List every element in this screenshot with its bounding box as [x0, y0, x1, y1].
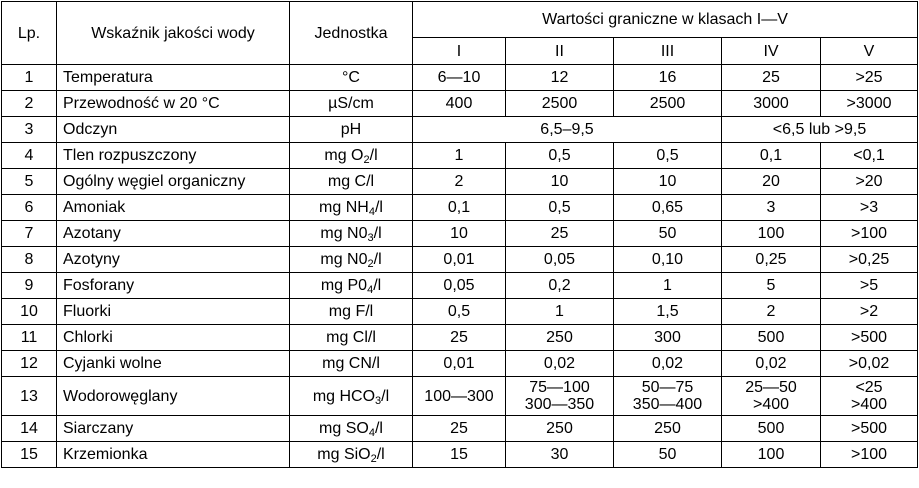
- value-class-1: 1: [413, 143, 506, 169]
- value-class-2: 25: [506, 221, 614, 247]
- water-quality-table: [1, 1, 918, 468]
- value-class-4: 2: [722, 299, 821, 325]
- value-class-5: >20: [821, 169, 918, 195]
- value-class-1: 2: [413, 169, 506, 195]
- header-class-2: II: [506, 38, 614, 65]
- unit-suffix: /l: [373, 225, 382, 242]
- value-class-1: 25: [413, 416, 506, 442]
- unit-subscript: 2: [367, 258, 374, 270]
- indicator-name: Fluorki: [57, 299, 290, 325]
- value-class-5: >100: [821, 442, 918, 468]
- value-range-merged: 6,5–9,5: [413, 117, 722, 143]
- row-number: 15: [2, 442, 57, 468]
- row-number: 9: [2, 273, 57, 299]
- value-class-3: [614, 377, 722, 416]
- header-unit: Jednostka: [290, 2, 413, 65]
- value-class-5: <0,1: [821, 143, 918, 169]
- value-class-4: 500: [722, 416, 821, 442]
- header-lp: Lp.: [2, 2, 57, 65]
- value-line: 300—350: [524, 396, 595, 413]
- value-class-3: 250: [614, 416, 722, 442]
- value-class-4: 3: [722, 195, 821, 221]
- value-class-2: 0,5: [506, 143, 614, 169]
- value-line: >400: [752, 396, 790, 413]
- unit-main: mg O: [324, 147, 364, 164]
- unit-main: mg SiO: [317, 446, 371, 463]
- value-range-merged: <6,5 lub >9,5: [722, 117, 918, 143]
- table-row: [2, 65, 918, 91]
- table-row: [2, 91, 918, 117]
- table-row: [2, 273, 918, 299]
- header-class-5: V: [821, 38, 918, 65]
- unit-subscript: 3: [367, 232, 374, 244]
- table-row: [2, 143, 918, 169]
- table-row: [2, 442, 918, 468]
- header-class-3: III: [614, 38, 722, 65]
- unit-main: mg Cl/l: [326, 329, 376, 346]
- indicator-name: Tlen rozpuszczony: [57, 143, 290, 169]
- unit-main: mg C/l: [327, 173, 375, 190]
- unit-suffix: /l: [374, 420, 383, 437]
- value-class-5: [821, 377, 918, 416]
- value-class-1: 0,05: [413, 273, 506, 299]
- table-body: [2, 65, 918, 468]
- value-class-3: 0,02: [614, 351, 722, 377]
- value-class-5: >500: [821, 416, 918, 442]
- value-class-4: 25: [722, 65, 821, 91]
- unit-cell: [290, 247, 413, 273]
- header-indicator: Wskaźnik jakości wody: [57, 2, 290, 65]
- row-number: 3: [2, 117, 57, 143]
- value-class-2: 30: [506, 442, 614, 468]
- value-class-4: 20: [722, 169, 821, 195]
- value-class-2: [506, 377, 614, 416]
- indicator-name: Azotany: [57, 221, 290, 247]
- table-row: [2, 377, 918, 416]
- unit-cell: [290, 117, 413, 143]
- indicator-name: Cyjanki wolne: [57, 351, 290, 377]
- value-class-4: [722, 377, 821, 416]
- value-class-3: 16: [614, 65, 722, 91]
- table-row: [2, 299, 918, 325]
- table-row: [2, 325, 918, 351]
- value-line: 100—300: [424, 387, 494, 405]
- value-class-1: 0,1: [413, 195, 506, 221]
- unit-main: mg CN/l: [322, 355, 380, 372]
- value-class-2: 0,5: [506, 195, 614, 221]
- unit-main: mg F/l: [328, 303, 374, 320]
- value-class-3: 2500: [614, 91, 722, 117]
- table-row: [2, 247, 918, 273]
- unit-suffix: /l: [381, 387, 390, 405]
- unit-suffix: /l: [374, 199, 383, 216]
- unit-main: mg NH: [319, 199, 369, 216]
- row-number: 11: [2, 325, 57, 351]
- header-class-1: I: [413, 38, 506, 65]
- value-line: 75—100: [529, 379, 590, 396]
- row-number: 1: [2, 65, 57, 91]
- unit-subscript: 4: [368, 206, 375, 218]
- value-class-3: 0,5: [614, 143, 722, 169]
- value-class-1: 15: [413, 442, 506, 468]
- unit-main: pH: [340, 121, 362, 138]
- indicator-name: Chlorki: [57, 325, 290, 351]
- value-class-2: 1: [506, 299, 614, 325]
- unit-suffix: /l: [376, 446, 385, 463]
- value-class-5: >25: [821, 65, 918, 91]
- unit-cell: [290, 273, 413, 299]
- table-row: [2, 169, 918, 195]
- unit-main: mg P0: [320, 277, 368, 294]
- value-class-5: >0,25: [821, 247, 918, 273]
- value-class-4: 0,02: [722, 351, 821, 377]
- value-class-1: 400: [413, 91, 506, 117]
- value-class-2: 10: [506, 169, 614, 195]
- table-row: [2, 416, 918, 442]
- indicator-name: Temperatura: [57, 65, 290, 91]
- unit-main: mg N0: [320, 225, 368, 242]
- unit-cell: [290, 91, 413, 117]
- value-class-2: 0,02: [506, 351, 614, 377]
- value-class-3: 0,10: [614, 247, 722, 273]
- header-class-4: IV: [722, 38, 821, 65]
- unit-cell: [290, 325, 413, 351]
- unit-cell: [290, 416, 413, 442]
- value-class-4: 0,25: [722, 247, 821, 273]
- value-class-1: 25: [413, 325, 506, 351]
- indicator-name: Odczyn: [57, 117, 290, 143]
- unit-cell: [290, 377, 413, 416]
- unit-cell: [290, 299, 413, 325]
- value-class-4: 100: [722, 442, 821, 468]
- row-number: 7: [2, 221, 57, 247]
- value-class-4: 100: [722, 221, 821, 247]
- unit-main: mg HCO: [312, 387, 376, 405]
- unit-main: °C: [342, 69, 360, 86]
- value-class-3: 50: [614, 442, 722, 468]
- value-class-5: >500: [821, 325, 918, 351]
- unit-suffix: /l: [373, 251, 382, 268]
- table-row: [2, 221, 918, 247]
- unit-main: mg SO: [319, 420, 369, 437]
- value-class-2: 250: [506, 325, 614, 351]
- indicator-name: Wodorowęglany: [57, 377, 290, 416]
- value-class-4: 5: [722, 273, 821, 299]
- indicator-name: Fosforany: [57, 273, 290, 299]
- unit-cell: [290, 143, 413, 169]
- table-row: [2, 195, 918, 221]
- row-number: 10: [2, 299, 57, 325]
- value-class-4: 500: [722, 325, 821, 351]
- value-class-1: 10: [413, 221, 506, 247]
- value-class-5: >3000: [821, 91, 918, 117]
- unit-subscript: 4: [368, 427, 375, 439]
- unit-cell: [290, 351, 413, 377]
- header-limits: Wartości graniczne w klasach I—V: [413, 2, 918, 38]
- value-class-4: 0,1: [722, 143, 821, 169]
- unit-suffix: /l: [369, 147, 378, 164]
- value-class-2: 250: [506, 416, 614, 442]
- value-class-3: 50: [614, 221, 722, 247]
- value-class-2: 0,2: [506, 273, 614, 299]
- unit-subscript: 2: [363, 154, 370, 166]
- row-number: 12: [2, 351, 57, 377]
- value-class-3: 1,5: [614, 299, 722, 325]
- row-number: 2: [2, 91, 57, 117]
- unit-main: µS/cm: [328, 95, 374, 112]
- indicator-name: Azotyny: [57, 247, 290, 273]
- indicator-name: Amoniak: [57, 195, 290, 221]
- indicator-name: Przewodność w 20 °C: [57, 91, 290, 117]
- value-class-2: 0,05: [506, 247, 614, 273]
- unit-cell: [290, 65, 413, 91]
- unit-subscript: 3: [375, 394, 382, 407]
- value-class-3: 1: [614, 273, 722, 299]
- value-class-1: 0,01: [413, 247, 506, 273]
- value-class-2: 2500: [506, 91, 614, 117]
- value-class-5: >100: [821, 221, 918, 247]
- value-line: >400: [850, 396, 888, 413]
- value-class-3: 300: [614, 325, 722, 351]
- row-number: 4: [2, 143, 57, 169]
- value-class-5: >0,02: [821, 351, 918, 377]
- indicator-name: Krzemionka: [57, 442, 290, 468]
- value-line: <25: [855, 379, 883, 396]
- value-class-1: 0,01: [413, 351, 506, 377]
- row-number: 14: [2, 416, 57, 442]
- indicator-name: Ogólny węgiel organiczny: [57, 169, 290, 195]
- row-number: 8: [2, 247, 57, 273]
- unit-cell: [290, 442, 413, 468]
- table-row: [2, 351, 918, 377]
- unit-cell: [290, 195, 413, 221]
- value-class-5: >2: [821, 299, 918, 325]
- row-number: 6: [2, 195, 57, 221]
- value-class-1: [413, 377, 506, 416]
- value-class-1: 0,5: [413, 299, 506, 325]
- value-class-2: 12: [506, 65, 614, 91]
- value-class-5: >3: [821, 195, 918, 221]
- value-class-4: 3000: [722, 91, 821, 117]
- row-number: 13: [2, 377, 57, 416]
- value-class-3: 10: [614, 169, 722, 195]
- unit-subscript: 2: [370, 453, 377, 465]
- unit-main: mg N0: [320, 251, 368, 268]
- unit-cell: [290, 169, 413, 195]
- indicator-name: Siarczany: [57, 416, 290, 442]
- value-class-1: 6—10: [413, 65, 506, 91]
- value-line: 350—400: [632, 396, 703, 413]
- value-line: 25—50: [745, 379, 797, 396]
- unit-suffix: /l: [373, 277, 382, 294]
- unit-subscript: 4: [367, 284, 374, 296]
- value-class-3: 0,65: [614, 195, 722, 221]
- row-number: 5: [2, 169, 57, 195]
- value-class-5: >5: [821, 273, 918, 299]
- table-row: [2, 117, 918, 143]
- value-line: 50—75: [641, 379, 694, 396]
- unit-cell: [290, 221, 413, 247]
